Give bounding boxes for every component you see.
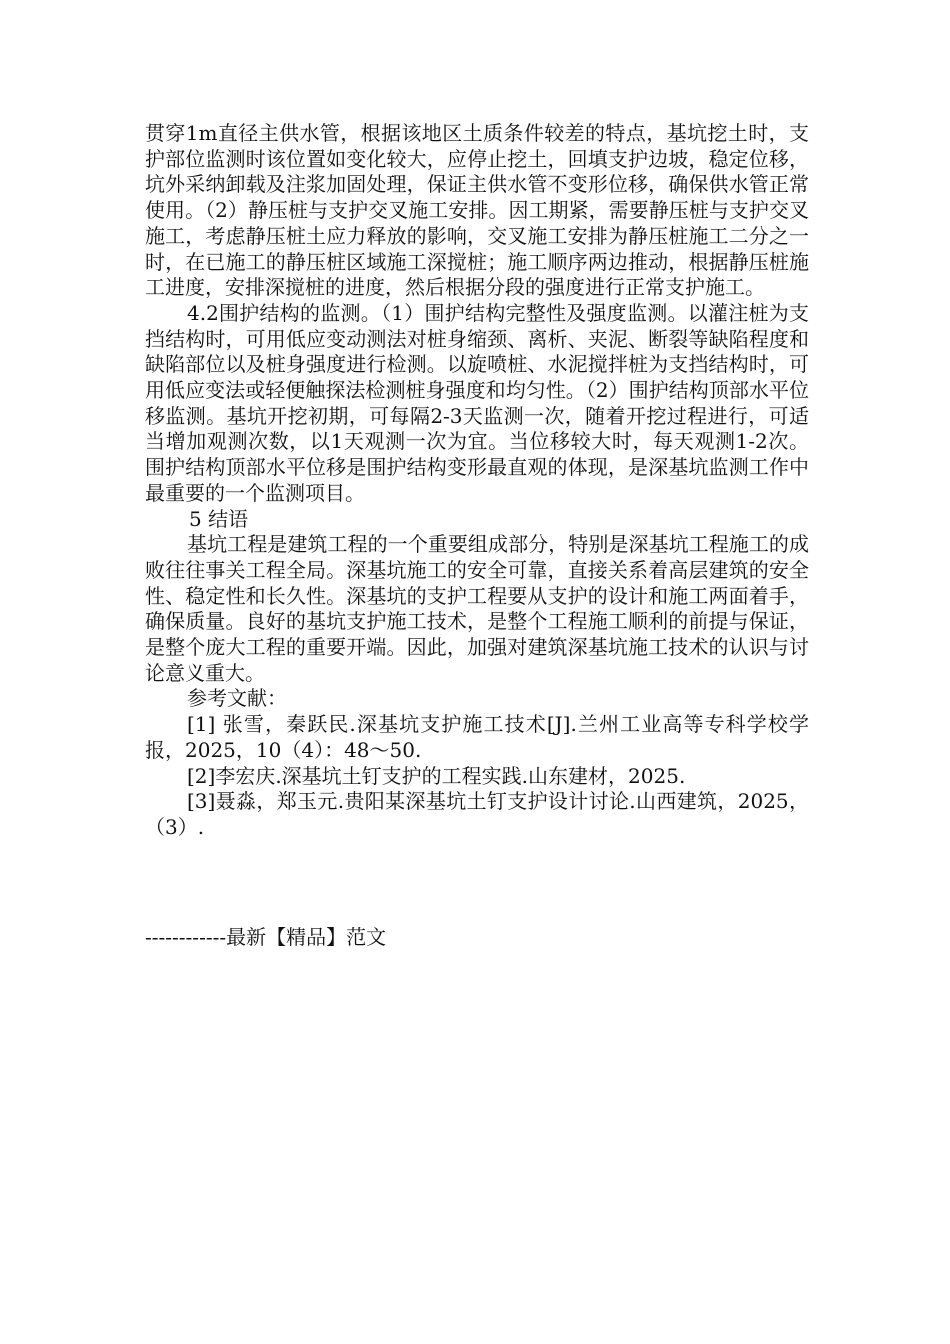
section-heading: 5 结语 bbox=[189, 506, 249, 531]
document-body bbox=[145, 121, 809, 841]
conclusion-paragraph: 基坑工程是建筑工程的一个重要组成部分，特别是深基坑工程施工的成败往往事关工程全局。深基坑施工的安全可靠，直接关系着高层建筑的安全性、稳定性和长久性。深基坑的支护工程要从支护的设计和施工两面着手，确保质量。良好的基坑支护施工技术，是整个工程施工顺利的前提与保证，是整个庞大工程的重要开端。因此，加强对建筑深基坑施工技术的认识与讨论意义重大。 bbox=[145, 532, 809, 685]
references-heading: 参考文献： bbox=[187, 686, 287, 711]
body-paragraph: 贯穿1m直径主供水管，根据该地区土质条件较差的特点，基坑挖土时，支护部位监测时该位置如变化较大，应停止挖土，回填支护边坡，稳定位移，坑外采纳卸载及注浆加固处理，保证主供水管不变形位移，确保供水管正常使用。（2）静压桩与支护交叉施工安排。因工期紧，需要静压桩与支护交叉施工，考虑静压桩土应力释放的影响，交叉施工安排为静压桩施工二分之一时，在已施工的静压桩区域施工深搅桩；施工顺序两边推动，根据静压桩施工进度，安排深搅桩的进度，然后根据分段的强度进行正常支护施工。 bbox=[145, 121, 809, 300]
reference-item: [2]李宏庆.深基坑土钉支护的工程实践.山东建材，2025. bbox=[187, 763, 686, 788]
body-paragraph: 4.2围护结构的监测。（1）围护结构完整性及强度监测。以灌注桩为支挡结构时，可用低应变动测法对桩身缩颈、离析、夹泥、断裂等缺陷程度和缺陷部位以及桩身强度进行检测。以旋喷桩、水泥搅拌桩为支挡结构时，可用低应变法或轻便触探法检测桩身强度和均匀性。（2）围护结构顶部水平位移监测。基坑开挖初期，可每隔2-3天监测一次，随着开挖过程进行，可适当增加观测次数，以1天观测一次为宜。当位移较大时，每天观测1-2次。围护结构顶部水平位移是围护结构变形最直观的体现，是深基坑监测工作中最重要的一个监测项目。 bbox=[145, 300, 809, 505]
reference-item: [1] 张雪，秦跃民.深基坑支护施工技术[J].兰州工业高等专科学校学报，2025，10（4）：48～50. bbox=[145, 712, 809, 762]
reference-item: [3]聂淼，郑玉元.贵阳某深基坑土钉支护设计讨论.山西建筑，2025，（3）. bbox=[145, 789, 809, 839]
footer-text: ------------最新【精品】范文 bbox=[145, 925, 387, 949]
